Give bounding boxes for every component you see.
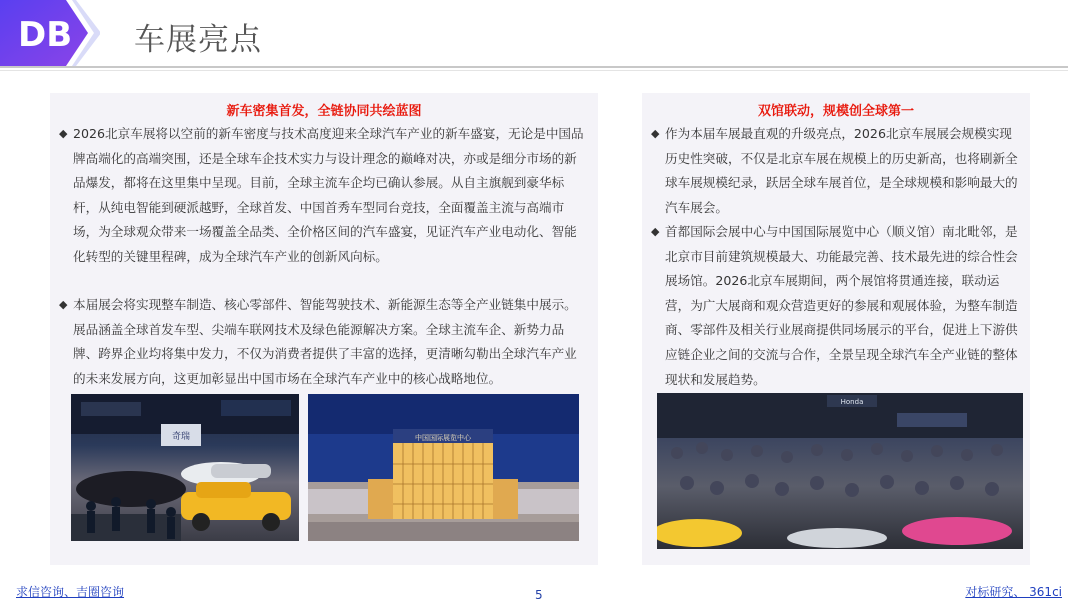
- left-paragraph-2: [59, 293, 588, 391]
- right-paragraph-2: [651, 220, 1022, 392]
- auto-show-floor-photo: [71, 394, 299, 541]
- brand-logo: [0, 0, 100, 66]
- booth-sign: 奇瑞: [171, 432, 191, 442]
- left-paragraph-2-text: 本届展会将实现整车制造、核心零部件、智能驾驶技术、新能源生态等全产业链集中展示。展品涵盖全球首发车型、尖端车联网技术及绿色能源解决方案。全球主流车企、新势力品牌、跨界企业均将集中发力，不仅为消费者提供了丰富的选择，更清晰勾勒出全球汽车产业的未来发展方向，这更加彰显出中国市场在全球汽车产业中的核心战略地位。: [73, 297, 577, 386]
- footer-research-link[interactable]: 对标研究、 361ci: [965, 585, 1062, 599]
- page-number: 5: [535, 588, 543, 602]
- hall-sign: 中国国际展览中心: [415, 434, 471, 442]
- diamond-bullet-icon: ◆: [59, 127, 68, 140]
- svg-text:DB: DB: [18, 15, 73, 55]
- booth-sign: Honda: [840, 398, 864, 406]
- header-divider-thin: [0, 70, 1068, 71]
- header-divider: [0, 66, 1068, 68]
- left-paragraph-1: [59, 122, 588, 270]
- exhibition-hall-photo: [308, 394, 579, 541]
- diamond-bullet-icon: ◆: [651, 225, 660, 238]
- diamond-bullet-icon: ◆: [59, 298, 68, 311]
- right-paragraph-1: [651, 122, 1022, 220]
- left-panel: [50, 93, 598, 565]
- left-panel-heading: 新车密集首发，全链协同共绘蓝图: [226, 104, 422, 119]
- right-paragraph-2-text: 首都国际会展中心与中国国际展览中心（顺义馆）南北毗邻，是北京市目前建筑规模最大、功能最完善、技术最先进的综合性会展场馆。2026北京车展期间，两个展馆将贯通连接，联动运营，为广大展商和观众营造更好的参展和观展体验，为整车制造商、零部件及相关行业展商提供同场展示的平台，促进上下游供应链企业之间的交流与合作，全景呈现全球汽车全产业链的整体现状和发展趋势。: [665, 224, 1018, 387]
- crowd-show-floor-photo: [657, 393, 1023, 549]
- page-title: 车展亮点: [134, 22, 262, 58]
- right-panel-heading: 双馆联动，规模创全球第一: [757, 104, 914, 119]
- footer-source-link[interactable]: 求信咨询、吉圈咨询: [16, 585, 125, 599]
- diamond-bullet-icon: ◆: [651, 127, 660, 140]
- right-panel: [642, 93, 1030, 565]
- left-paragraph-1-text: 2026北京车展将以空前的新车密度与技术高度迎来全球汽车产业的新车盛宴，无论是中国品牌高端化的高端突围，还是全球车企技术实力与设计理念的巅峰对决，亦或是细分市场的新品爆发，都将在这里集中呈现。目前，全球主流车企均已确认参展。从自主旗舰到豪华标杆，从纯电智能到硬派越野，全球首发、中国首秀车型同台竞技，全面覆盖主流与高端市场，为全球观众带来一场覆盖全品类、全价格区间的汽车盛宴，见证汽车产业电动化、智能化转型的关键里程碑，成为全球汽车产业的创新风向标。: [73, 126, 584, 264]
- right-paragraph-1-text: 作为本届车展最直观的升级亮点，2026北京车展展会规模实现历史性突破，不仅是北京车展在规模上的历史新高，也将刷新全球车展规模纪录，跃居全球车展首位，是全球规模和影响最大的汽车展会。: [665, 126, 1018, 215]
